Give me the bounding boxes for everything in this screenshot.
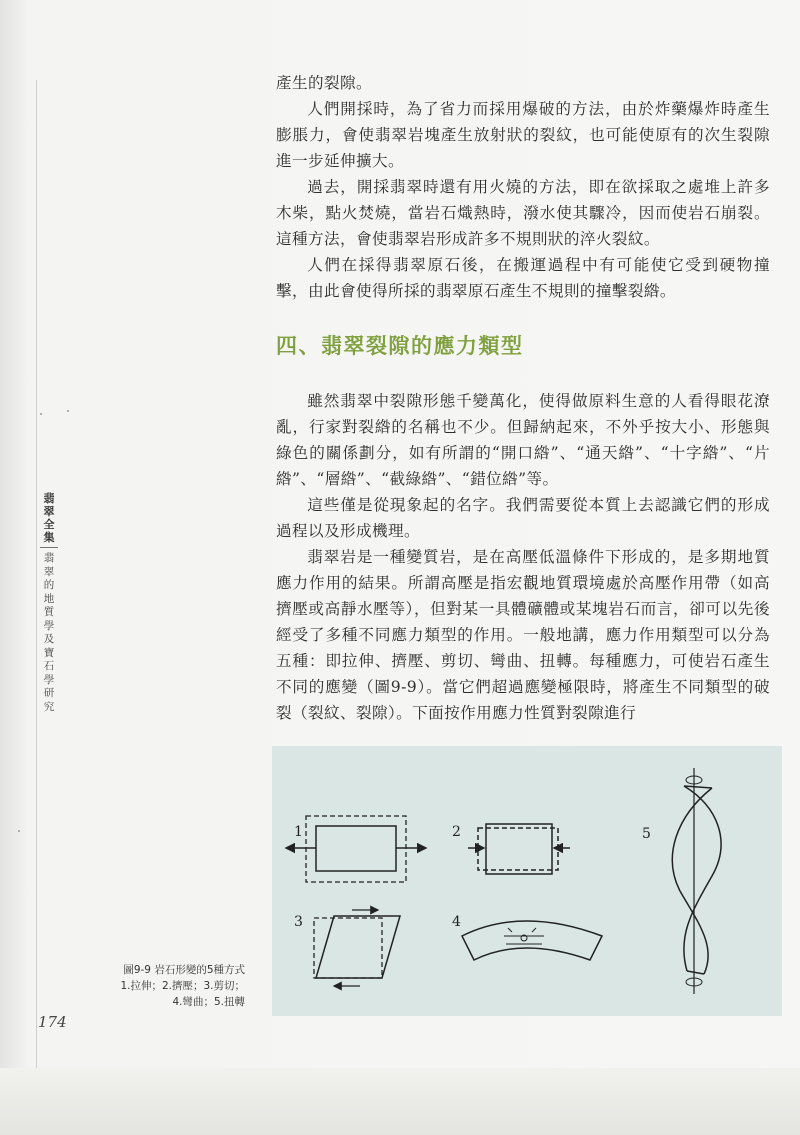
side-subtitle: 翡翠的地質學及寶石學研究 <box>43 552 55 713</box>
side-book-title: 翡翠全集 <box>43 492 55 544</box>
section-title: 四、翡翠裂隙的應力類型 <box>276 334 524 358</box>
paragraph: 這些僅是從現象起的名字。我們需要從本質上去認識它們的形成過程以及形成機理。 <box>276 496 770 540</box>
figure-label-3: 3 <box>294 914 303 930</box>
dust-speck <box>67 410 69 412</box>
torsion-diagram <box>642 768 721 994</box>
paragraph: 過去，開採翡翠時還有用火燒的方法，即在欲採取之處堆上許多木柴，點火焚燒，當岩石熾熱時，潑水使其驟冷，因而使岩石崩裂。這種方法，會使翡翠岩形成許多不規則狀的淬火裂紋。 <box>276 178 770 248</box>
figure-label-4: 4 <box>452 914 461 930</box>
paragraph: 人們在採得翡翠原石後，在搬運過程中有可能使它受到硬物撞擊，由此會使得所採的翡翠原石產生不規則的撞擊裂綹。 <box>276 256 770 300</box>
tension-diagram <box>286 816 426 882</box>
side-divider <box>40 547 58 548</box>
page-number: 174 <box>38 1013 67 1031</box>
dust-speck <box>40 413 42 415</box>
caption-title: 圖9-9 岩石形變的5種方式 <box>123 964 245 976</box>
bending-diagram <box>452 914 602 960</box>
body-text-top <box>276 70 770 304</box>
paragraph: 產生的裂隙。 <box>276 74 372 92</box>
figure-caption <box>80 962 245 1010</box>
page-edge-line <box>36 80 37 1130</box>
shear-diagram <box>294 910 400 986</box>
body-text-bottom <box>276 388 770 726</box>
caption-line: 1.拉伸；2.擠壓；3.剪切； <box>120 980 245 992</box>
compression-diagram <box>452 824 570 874</box>
paragraph: 人們開採時，為了省力而採用爆破的方法，由於炸藥爆炸時產生膨脹力，會使翡翠岩塊產生放射狀的裂紋，也可能使原有的次生裂隙進一步延伸擴大。 <box>276 100 770 170</box>
paragraph: 翡翠岩是一種變質岩，是在高壓低溫條件下形成的，是多期地質應力作用的結果。所謂高壓是指宏觀地質環境處於高壓作用帶（如高擠壓或高靜水壓等），但對某一具體礦體或某塊岩石而言，卻可以先後經受了多種不同應力類型的作用。一般地講，應力作用類型可以分為五種：即拉伸、擠壓、剪切、彎曲、扭轉。每種應力，可使岩石產生不同的應變（圖9-9）。當它們超過應變極限時，將產生不同類型的破裂（裂紋、裂隙）。下面按作用應力性質對裂隙進行 <box>276 548 770 722</box>
page-bottom-band <box>0 1068 800 1135</box>
figure-label-1: 1 <box>294 824 303 840</box>
figure-label-2: 2 <box>452 824 461 840</box>
deformation-figure <box>272 746 782 1016</box>
caption-line: 4.彎曲；5.扭轉 <box>172 996 245 1008</box>
figure-label-5: 5 <box>642 826 651 842</box>
paragraph: 雖然翡翠中裂隙形態千變萬化，使得做原料生意的人看得眼花潦亂，行家對裂綹的名稱也不少。但歸納起來，不外乎按大小、形態與綠色的關係劃分，如有所謂的“開口綹”、“通天綹”、“十字綹”、“片綹”、“層綹”、“截綠綹”、“錯位綹”等。 <box>276 392 770 488</box>
dust-speck <box>18 830 20 832</box>
